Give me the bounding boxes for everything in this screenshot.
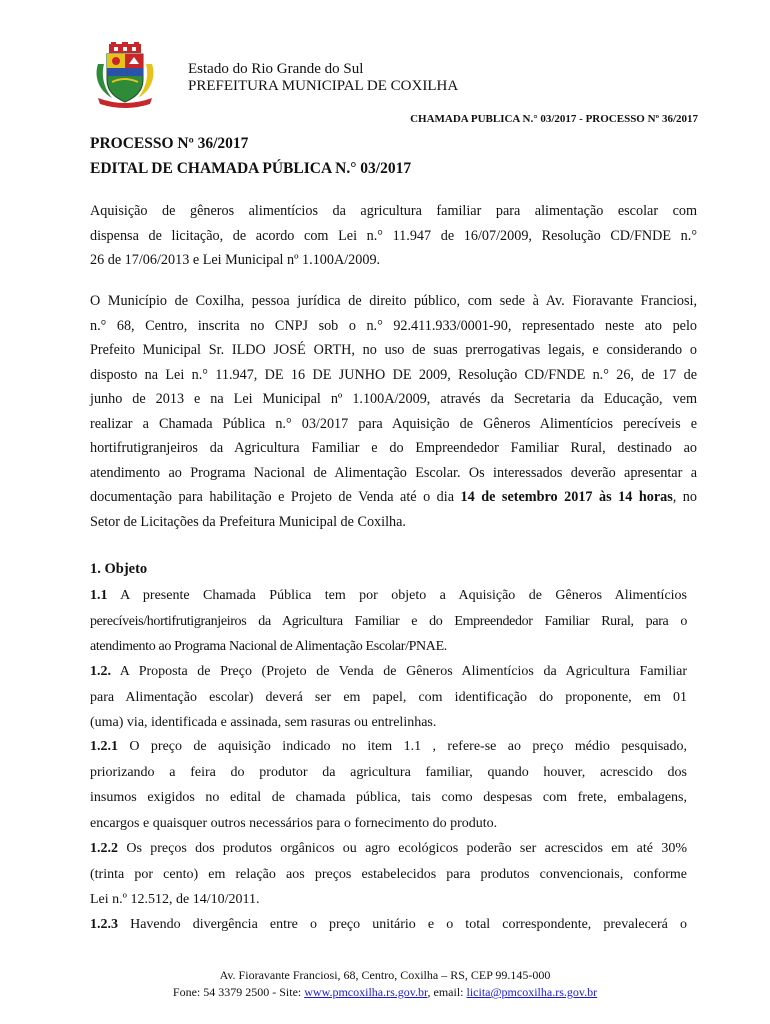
- clause-1-1: [90, 583, 687, 660]
- paragraph-line: dispensa de licitação, de acordo com Lei n.° 11.947 de 16/07/2009, Resolução CD/FNDE n.°: [90, 227, 697, 244]
- clause-line: (uma) via, identificada e assinada, sem rasuras ou entrelinhas.: [90, 715, 437, 730]
- clause-1-2-1: [90, 734, 687, 836]
- clause-line: (trinta por cento) em relação aos preços estabelecidos para produtos convencionais, conforme: [90, 866, 687, 882]
- deadline-suffix: , no: [672, 489, 697, 505]
- clause-line: encargos e quaisquer outros necessários para o fornecimento do produto.: [90, 815, 498, 831]
- clause-line: [90, 836, 687, 862]
- clause-line: para Alimentação escolar) deverá ser em papel, com identificação do proponente, em 01: [90, 689, 687, 705]
- clause-text: Os preços dos produtos orgânicos ou agro ecológicos poderão ser acrescidos em até 30%: [118, 841, 687, 856]
- footer-address: Av. Fioravante Franciosi, 68, Centro, Coxilha – RS, CEP 99.145-000: [219, 968, 551, 982]
- paragraph-line: Aquisição de gêneros alimentícios da agricultura familiar para alimentação escolar com: [90, 203, 697, 219]
- clause-number: 1.1: [90, 588, 108, 603]
- page-footer: [0, 967, 770, 1001]
- footer-site-link[interactable]: www.pmcoxilha.rs.gov.br: [304, 985, 428, 999]
- edital-title: EDITAL DE CHAMADA PÚBLICA N.° 03/2017: [90, 160, 412, 177]
- footer-phone: Fone: 54 3379 2500 - Site:: [172, 985, 305, 999]
- intro-paragraph: [90, 199, 697, 273]
- clause-1-2-3: [90, 912, 687, 938]
- footer-email-link[interactable]: licita@pmcoxilha.rs.gov.br: [466, 985, 598, 999]
- process-title: PROCESSO Nº 36/2017: [90, 135, 249, 152]
- deadline-date: 14 de setembro 2017 às 14 horas: [460, 489, 673, 505]
- clause-line: atendimento ao Programa Nacional de Alimentação Escolar/PNAE.: [90, 639, 447, 654]
- clause-number: 1.2.3: [90, 917, 118, 932]
- clause-line: insumos exigidos no edital de chamada pública, tais como despesas com frete, embalagens,: [90, 790, 687, 805]
- municipal-crest-logo: [92, 42, 158, 108]
- header-block: [188, 61, 458, 95]
- paragraph-line: atendimento ao Programa Nacional de Alimentação Escolar. Os interessados deverão apresentar a: [90, 464, 697, 481]
- clause-number: 1.2.: [90, 664, 111, 679]
- clause-text: A Proposta de Preço (Projeto de Venda de Gêneros Alimentícios da Agricultura Familiar: [111, 664, 687, 679]
- clause-line: priorizando a feira do produtor da agricultura familiar, quando houver, acrescido dos: [90, 764, 687, 780]
- clause-text: Havendo divergência entre o preço unitário e o total correspondente, prevalecerá o: [118, 917, 687, 932]
- clause-1-2: [90, 659, 687, 736]
- paragraph-line: Setor de Licitações da Prefeitura Municipal de Coxilha.: [90, 513, 406, 530]
- clause-text: A presente Chamada Pública tem por objeto a Aquisição de Gêneros Alimentícios: [107, 588, 687, 603]
- footer-email-prefix: , email:: [427, 985, 467, 999]
- paragraph-line: realizar a Chamada Pública n.° 03/2017 para Aquisição de Gêneros Alimentícios perecíveis e: [90, 415, 697, 432]
- paragraph-line: Prefeito Municipal Sr. ILDO JOSÉ ORTH, no uso de suas prerrogativas legais, e considerando o: [90, 342, 697, 358]
- deadline-prefix: documentação para habilitação e Projeto de Venda até o dia: [90, 489, 461, 505]
- municipio-paragraph: [90, 289, 697, 534]
- clause-number: 1.2.1: [90, 739, 118, 754]
- clause-text: O preço de aquisição indicado no item 1.1 , refere-se ao preço médio pesquisado,: [118, 739, 687, 754]
- document-reference: CHAMADA PUBLICA N.° 03/2017 - PROCESSO Nº 36/2017: [410, 113, 698, 125]
- clause-line: perecíveis/hortifrutigranjeiros da Agricultura Familiar e do Empreendedor Familiar Rural, para o: [90, 613, 687, 629]
- clause-1-2-2: [90, 836, 687, 913]
- footer-contact: [0, 984, 770, 1001]
- paragraph-line: disposto na Lei n.° 11.947, DE 16 DE JUNHO DE 2009, Resolução CD/FNDE n.° 26, de 17 de: [90, 366, 697, 383]
- clause-line: [90, 912, 687, 938]
- paragraph-line: hortifrutigranjeiros da Agricultura Familiar e do Empreendedor Familiar Rural, destinado ao: [90, 440, 697, 456]
- state-name: Estado do Rio Grande do Sul: [188, 61, 364, 77]
- paragraph-line-deadline: [90, 485, 697, 510]
- paragraph-line: O Município de Coxilha, pessoa jurídica de direito público, com sede à Av. Fioravante Franciosi,: [90, 293, 697, 309]
- clause-line: [90, 583, 687, 609]
- paragraph-line: 26 de 17/06/2013 e Lei Municipal nº 1.100A/2009.: [90, 252, 381, 268]
- clause-line: Lei n.º 12.512, de 14/10/2011.: [90, 892, 260, 907]
- clause-number: 1.2.2: [90, 841, 118, 856]
- city-hall-name: PREFEITURA MUNICIPAL DE COXILHA: [188, 78, 459, 94]
- paragraph-line: junho de 2013 e na Lei Municipal nº 1.100A/2009, através da Secretaria da Educação, vem: [90, 391, 697, 407]
- clause-line: [90, 734, 687, 760]
- clause-line: [90, 659, 687, 685]
- section-heading-objeto: 1. Objeto: [90, 561, 148, 577]
- paragraph-line: n.° 68, Centro, inscrita no CNPJ sob o n.° 92.411.933/0001-90, representado neste ato pelo: [90, 317, 697, 334]
